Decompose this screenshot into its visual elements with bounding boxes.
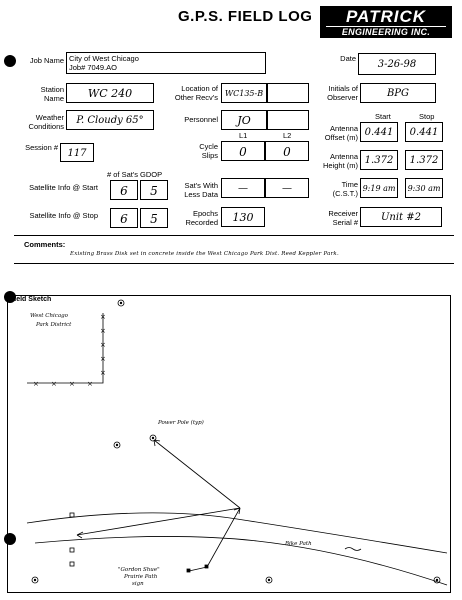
sat-start-gdop-field[interactable]: 5 (140, 180, 168, 200)
sat-stop-gdop-field[interactable]: 5 (140, 208, 168, 228)
initials-label-1: Initials of (328, 84, 358, 93)
svg-text:×: × (51, 380, 57, 388)
weather-label-1: Weather (35, 113, 64, 122)
marker-square-3 (70, 562, 74, 566)
personnel-field-2[interactable] (267, 110, 309, 130)
job-name-label: Job Name (29, 56, 64, 65)
station-name-label-2: Name (43, 94, 64, 103)
bike-path-squiggle (345, 548, 361, 551)
time-start-field[interactable]: 9:19 am (360, 178, 398, 198)
epochs-field[interactable]: 130 (221, 207, 265, 227)
park-name-line-2: Park District (36, 322, 72, 328)
svg-text:×: × (87, 380, 93, 388)
antenna-offset-label-2: Offset (m) (324, 133, 358, 142)
tie-line-square (77, 508, 240, 535)
less-data-label-1: Sat's With (184, 181, 218, 190)
field-sketch-label: Field Sketch (10, 296, 52, 303)
marker-square-2 (70, 548, 74, 552)
receiver-label (310, 209, 358, 227)
sat-stop-label: Satellite Info @ Stop (29, 211, 98, 220)
time-stop-field[interactable]: 9:30 am (405, 178, 443, 198)
antenna-offset-stop-field[interactable]: 0.441 (405, 122, 443, 142)
comments-label: Comments: (24, 240, 66, 249)
bike-path-label: Bike Path (285, 541, 312, 547)
station-name-field[interactable]: WC 240 (66, 83, 154, 103)
antenna-height-label-1: Antenna (330, 152, 358, 161)
time-label-1: Time (341, 180, 358, 189)
sign-post (189, 567, 207, 571)
svg-text:×: × (100, 327, 106, 335)
form-title: G.P.S. FIELD LOG (178, 8, 313, 25)
receiver-label-2: Serial # (332, 218, 358, 227)
antenna-offset-start-field[interactable]: 0.441 (360, 122, 398, 142)
personnel-label: Personnel (184, 115, 218, 124)
field-sketch-drawing (7, 295, 451, 593)
initials-label-2: Observer (327, 93, 358, 102)
location-label-2: Other Recv's (174, 93, 218, 102)
logo-subtitle: ENGINEERING INC. (326, 26, 446, 37)
initials-label (318, 84, 358, 102)
sign-label-line-3: sign (132, 581, 144, 587)
svg-text:×: × (100, 341, 106, 349)
company-logo (320, 6, 452, 38)
location-field-2[interactable] (267, 83, 309, 103)
svg-text:×: × (33, 380, 39, 388)
svg-text:×: × (69, 380, 75, 388)
station-name-label-1: Station (40, 85, 64, 94)
location-label-1: Location of (181, 84, 218, 93)
l2-header: L2 (283, 131, 292, 140)
epochs-label-2: Recorded (185, 218, 218, 227)
start-header: Start (375, 112, 391, 121)
sats-header: # of Sat's (107, 170, 139, 179)
receiver-label-1: Receiver (328, 209, 358, 218)
less-data-l2-field[interactable]: — (265, 178, 309, 198)
receiver-field[interactable]: Unit #2 (360, 207, 442, 227)
date-label: Date (340, 54, 356, 63)
cycle-slips-l1-field[interactable]: 0 (221, 141, 265, 161)
comments-text[interactable]: Existing Brass Disk set in concrete inside the West Chicago Park Dist. Reed Keppler Park. (70, 251, 339, 257)
location-field-1[interactable]: WC135-B (221, 83, 267, 103)
antenna-height-label (310, 152, 358, 170)
svg-text:×: × (100, 313, 106, 321)
session-field[interactable]: 117 (60, 143, 94, 162)
weather-field[interactable]: P. Cloudy 65° (66, 110, 154, 130)
hole-punch-top (4, 55, 16, 67)
less-data-label-2: Less Data (184, 190, 218, 199)
svg-text:×: × (100, 355, 106, 363)
initials-field[interactable]: BPG (360, 83, 436, 103)
antenna-offset-label (310, 124, 358, 142)
cycle-slips-l2-field[interactable]: 0 (265, 141, 309, 161)
weather-label-2: Conditions (28, 122, 64, 131)
job-name-line-1: City of West Chicago (69, 54, 139, 63)
epochs-label (162, 209, 218, 227)
station-name-label (18, 85, 64, 103)
comments-top-rule (14, 235, 454, 236)
time-label (310, 180, 358, 198)
stop-header: Stop (419, 112, 435, 121)
antenna-height-start-field[interactable]: 1.372 (360, 150, 398, 170)
tie-line-pole (154, 440, 240, 508)
sat-stop-sats-field[interactable]: 6 (110, 208, 138, 228)
sign-label-line-2: Prairie Path (124, 574, 158, 580)
job-name-line-2: Job# 7049.AO (69, 63, 117, 72)
antenna-height-label-2: Height (m) (322, 161, 358, 170)
svg-text:×: × (100, 369, 106, 377)
park-name-line-1: West Chicago (30, 313, 68, 319)
location-label (162, 84, 218, 102)
sign-label-line-1: "Gordon Shue" (118, 567, 160, 573)
cycle-slips-label (162, 142, 218, 160)
sat-start-sats-field[interactable]: 6 (110, 180, 138, 200)
antenna-height-stop-field[interactable]: 1.372 (405, 150, 443, 170)
session-label: Session # (25, 143, 58, 152)
less-data-label (162, 181, 218, 199)
antenna-offset-label-1: Antenna (330, 124, 358, 133)
marker-square-1 (70, 513, 74, 517)
l1-header: L1 (239, 131, 248, 140)
gdop-header: GDOP (140, 170, 163, 179)
weather-label (18, 113, 64, 131)
logo-name: PATRICK (345, 7, 427, 26)
cycle-slips-label-2: Slips (201, 151, 218, 160)
less-data-l1-field[interactable]: — (221, 178, 265, 198)
power-pole-label: Power Pole (typ) (158, 420, 204, 426)
epochs-label-1: Epochs (192, 209, 218, 218)
cycle-slips-label-1: Cycle (199, 142, 218, 151)
bike-path-lower (35, 536, 447, 585)
personnel-field-1[interactable]: JO (221, 110, 267, 130)
date-field[interactable]: 3-26-98 (358, 53, 436, 75)
sat-start-label: Satellite Info @ Start (29, 183, 98, 192)
time-label-2: (C.S.T.) (332, 189, 358, 198)
comments-bottom-rule (14, 263, 454, 264)
job-name-field[interactable] (66, 52, 266, 74)
